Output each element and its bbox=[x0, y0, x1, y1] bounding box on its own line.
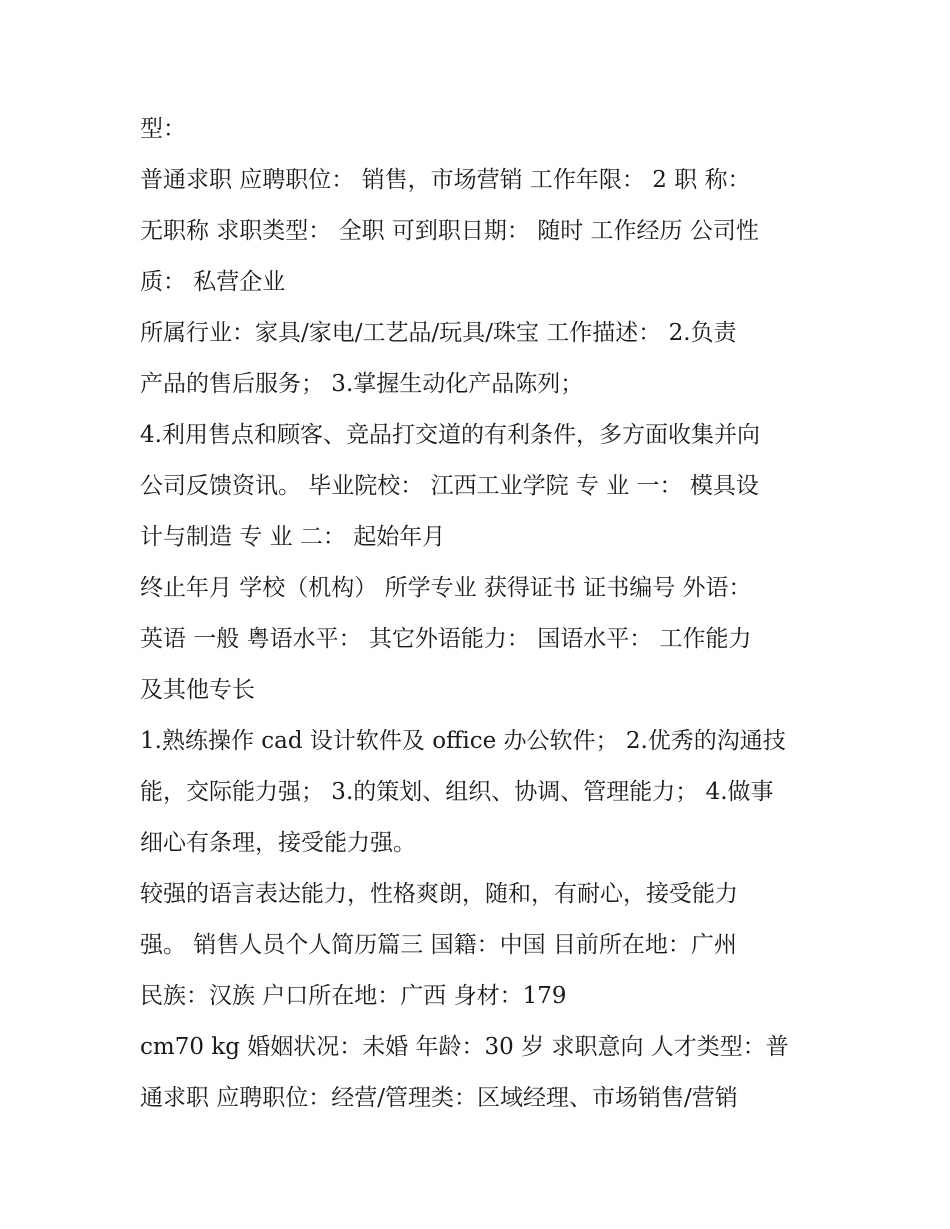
text-line: 终止年月 学校（机构） 所学专业 获得证书 证书编号 外语： bbox=[140, 575, 752, 601]
text-line: 产品的售后服务； 3.掌握生动化产品陈列； bbox=[140, 371, 584, 397]
text-line: 质： 私营企业 bbox=[140, 269, 286, 295]
text-line: 及其他专长 bbox=[140, 677, 255, 703]
text-line: 较强的语言表达能力，性格爽朗，随和，有耐心，接受能力 bbox=[140, 881, 738, 907]
document-body bbox=[140, 104, 820, 1124]
text-line: 民族：汉族 户口所在地：广西 身材：179 bbox=[140, 983, 567, 1009]
text-line: 普通求职 应聘职位： 销售，市场营销 工作年限： 2 职 称： bbox=[140, 167, 751, 193]
text-line: 计与制造 专 业 二： 起始年月 bbox=[140, 524, 446, 550]
text-line: 所属行业：家具/家电/工艺品/玩具/珠宝 工作描述： 2.负责 bbox=[140, 320, 737, 346]
text-line: 型： bbox=[140, 116, 186, 142]
text-line: 4.利用售点和顾客、竞品打交道的有利条件，多方面收集并向 bbox=[140, 422, 760, 448]
text-line: 1.熟练操作 cad 设计软件及 office 办公软件； 2.优秀的沟通技 bbox=[140, 728, 786, 754]
text-line: 通求职 应聘职位：经营/管理类：区域经理、市场销售/营销 bbox=[140, 1085, 738, 1111]
text-line: 强。 销售人员个人简历篇三 国籍：中国 目前所在地：广州 bbox=[140, 932, 737, 958]
text-line: cm70 kg 婚姻状况：未婚 年龄：30 岁 求职意向 人才类型：普 bbox=[140, 1034, 789, 1060]
text-line: 细心有条理，接受能力强。 bbox=[140, 830, 416, 856]
text-line: 无职称 求职类型： 全职 可到职日期： 随时 工作经历 公司性 bbox=[140, 218, 759, 244]
text-line: 英语 一般 粤语水平： 其它外语能力： 国语水平： 工作能力 bbox=[140, 626, 752, 652]
text-line: 公司反馈资讯。 毕业院校： 江西工业学院 专 业 一： 模具设 bbox=[140, 473, 759, 499]
text-line: 能，交际能力强； 3.的策划、组织、协调、管理能力； 4.做事 bbox=[140, 779, 774, 805]
